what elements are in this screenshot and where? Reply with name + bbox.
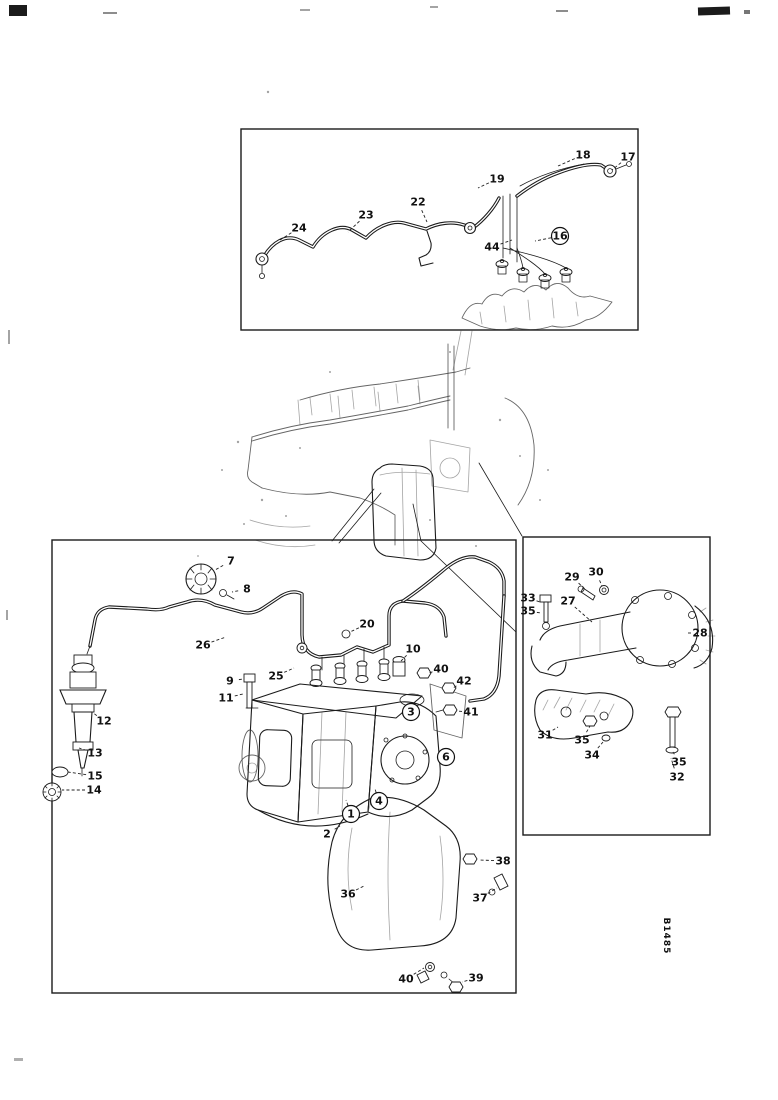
svg-text:35: 35 xyxy=(671,755,687,769)
svg-text:15: 15 xyxy=(87,769,103,783)
svg-text:23: 23 xyxy=(358,208,374,222)
oil-pump-assembly xyxy=(531,586,715,677)
ribbed-cap-part xyxy=(186,564,216,594)
delivery-valve-holders xyxy=(310,657,405,687)
svg-text:30: 30 xyxy=(588,565,604,579)
right-detail-box xyxy=(523,537,715,835)
main-detail-box xyxy=(43,540,516,993)
svg-text:19: 19 xyxy=(489,172,505,186)
pipe-clip xyxy=(419,231,433,266)
right-inset-frame xyxy=(523,537,710,835)
svg-text:8: 8 xyxy=(243,582,251,596)
bracket-bolt xyxy=(583,716,597,726)
sealing-washer xyxy=(52,767,68,777)
callout-1 xyxy=(343,800,360,823)
svg-text:40: 40 xyxy=(398,972,414,986)
leak-off-pipe-assembly xyxy=(256,162,632,289)
callout-7 xyxy=(215,555,235,570)
cylinder-head-sketch xyxy=(462,283,612,329)
union-nut xyxy=(342,630,350,638)
svg-text:6: 6 xyxy=(442,750,450,764)
callout-14 xyxy=(62,784,102,797)
cover-bolt xyxy=(463,854,477,864)
callout-30 xyxy=(588,566,604,586)
svg-text:16: 16 xyxy=(552,229,568,243)
callout-44 xyxy=(484,240,512,254)
svg-text:4: 4 xyxy=(375,794,383,808)
callout-35 xyxy=(520,605,541,618)
callout-37 xyxy=(472,888,497,905)
callout-29 xyxy=(564,571,586,590)
svg-text:32: 32 xyxy=(669,770,685,784)
callout-42 xyxy=(453,675,472,688)
washer xyxy=(600,586,609,595)
svg-text:29: 29 xyxy=(564,570,580,584)
svg-text:7: 7 xyxy=(227,554,235,568)
callout-9 xyxy=(226,675,243,688)
callout-15 xyxy=(68,770,103,783)
banjo-fitting xyxy=(256,253,268,279)
svg-text:13: 13 xyxy=(87,746,103,760)
callout-28 xyxy=(688,627,708,640)
callout-16 xyxy=(535,228,569,245)
svg-text:25: 25 xyxy=(268,669,284,683)
stud-and-nut xyxy=(244,674,258,708)
callout-20 xyxy=(350,618,375,632)
callout-27 xyxy=(560,595,592,622)
svg-text:27: 27 xyxy=(560,594,576,608)
svg-text:12: 12 xyxy=(96,714,112,728)
callout-40 xyxy=(429,663,449,676)
callout-33 xyxy=(520,592,540,605)
callout-8 xyxy=(232,583,251,596)
svg-text:41: 41 xyxy=(463,705,479,719)
callout-22 xyxy=(410,196,427,222)
callout-6 xyxy=(438,749,455,766)
svg-text:3: 3 xyxy=(407,705,415,719)
callout-17 xyxy=(612,151,636,170)
svg-text:28: 28 xyxy=(692,626,708,640)
banjo-fitting xyxy=(465,223,476,234)
bottom-bolt xyxy=(417,963,435,984)
svg-text:38: 38 xyxy=(495,854,511,868)
callout-23 xyxy=(348,209,374,232)
valve-cover-sketch xyxy=(372,464,436,560)
svg-text:24: 24 xyxy=(291,221,307,235)
svg-text:1: 1 xyxy=(347,807,355,821)
banjo-fitting xyxy=(604,162,632,178)
svg-text:36: 36 xyxy=(340,887,356,901)
callout-25 xyxy=(268,668,294,683)
callout-35 xyxy=(574,726,590,747)
svg-text:9: 9 xyxy=(226,674,234,688)
svg-text:44: 44 xyxy=(484,240,500,254)
svg-text:39: 39 xyxy=(468,971,484,985)
callout-38 xyxy=(480,855,511,868)
callout-41 xyxy=(456,706,479,719)
svg-text:40: 40 xyxy=(433,662,449,676)
svg-text:22: 22 xyxy=(410,195,426,209)
svg-text:35: 35 xyxy=(520,604,536,618)
svg-text:10: 10 xyxy=(405,642,421,656)
callout-19 xyxy=(478,173,505,188)
svg-text:42: 42 xyxy=(456,674,472,688)
stud-with-nut xyxy=(665,707,681,753)
callout-12 xyxy=(92,712,112,728)
svg-text:20: 20 xyxy=(359,617,375,631)
inset-projection-lines xyxy=(332,463,522,632)
bracket-washer xyxy=(602,735,610,741)
callout-31 xyxy=(537,727,558,742)
svg-text:31: 31 xyxy=(537,728,553,742)
engine-overview xyxy=(248,331,535,632)
svg-text:18: 18 xyxy=(575,148,591,162)
injection-pump-body xyxy=(239,684,422,826)
callout-3 xyxy=(403,704,420,721)
callout-26 xyxy=(195,637,226,652)
cover-bolt-washer xyxy=(489,874,508,895)
svg-text:26: 26 xyxy=(195,638,211,652)
plate-code: B1485 xyxy=(661,917,671,955)
callout-18 xyxy=(558,149,591,166)
svg-text:33: 33 xyxy=(520,591,536,605)
svg-text:17: 17 xyxy=(620,150,636,164)
fuel-pipe-run xyxy=(87,554,504,701)
svg-text:11: 11 xyxy=(218,691,234,705)
callout-11 xyxy=(218,692,243,705)
svg-text:37: 37 xyxy=(472,891,488,905)
seat-washer xyxy=(43,783,61,801)
svg-text:35: 35 xyxy=(574,733,590,747)
callout-36 xyxy=(340,886,364,901)
callout-39 xyxy=(462,972,484,985)
small-clip-part xyxy=(220,590,235,600)
callout-layer xyxy=(62,149,708,986)
bottom-bolt xyxy=(441,972,463,992)
stud xyxy=(581,588,595,600)
svg-text:2: 2 xyxy=(323,827,331,841)
paper-noise xyxy=(197,91,549,557)
banjo-bolt xyxy=(297,643,307,653)
callout-4 xyxy=(371,789,388,810)
svg-text:14: 14 xyxy=(86,783,102,797)
svg-text:34: 34 xyxy=(584,748,600,762)
